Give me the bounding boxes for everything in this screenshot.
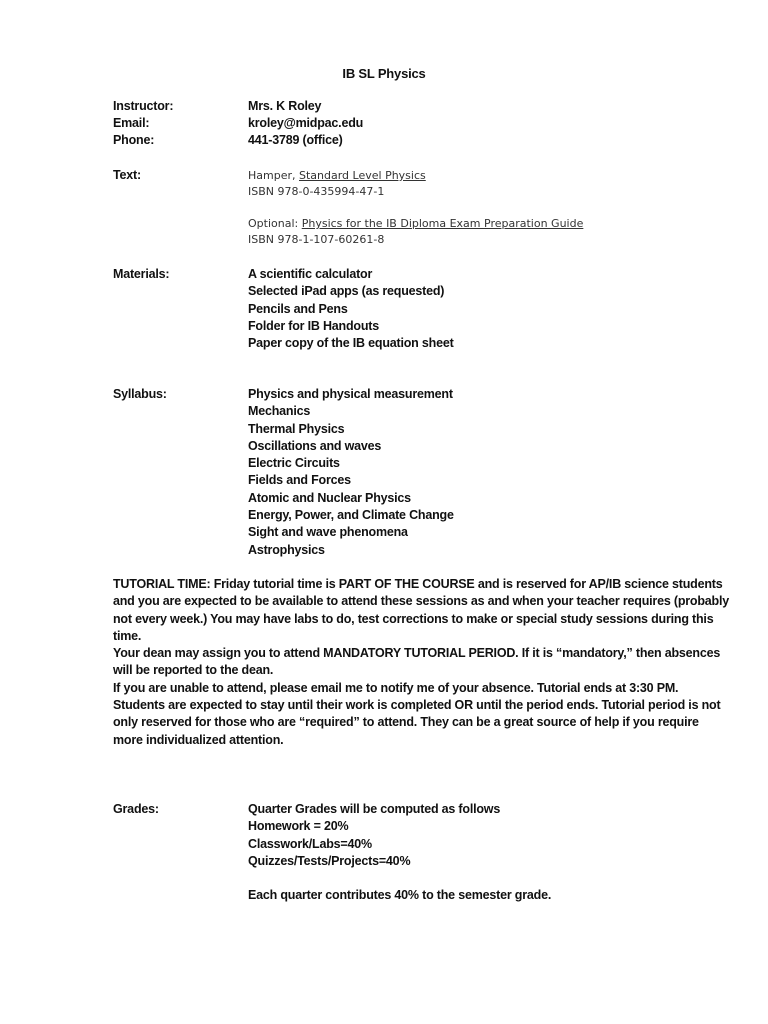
document-title: IB SL Physics (342, 66, 426, 81)
list-item: Thermal Physics (248, 421, 345, 436)
list-item: A scientific calculator (248, 267, 373, 281)
syllabus-label: Syllabus: (113, 387, 167, 401)
materials-list (248, 266, 454, 352)
list-item: Pencils and Pens (248, 301, 348, 316)
textbook-optional (248, 216, 583, 232)
textbook-author: Hamper, (248, 169, 299, 182)
list-item: Mechanics (248, 404, 311, 419)
paragraph-line: time. (113, 628, 142, 643)
paragraph-line: only reserved for those who are “required” to attend. They can be a great source of help if you require (113, 715, 699, 730)
list-item: Fields and Forces (248, 473, 351, 488)
list-item: Astrophysics (248, 542, 325, 557)
list-item: Paper copy of the IB equation sheet (248, 336, 454, 351)
grades-note: Each quarter contributes 40% to the semester grade. (248, 888, 552, 902)
textbook-title: Standard Level Physics (299, 169, 426, 182)
list-item: Electric Circuits (248, 456, 340, 471)
instructor-label: Instructor: (113, 99, 174, 113)
paragraph-line: and you are expected to be available to attend these sessions as and when your teacher requires (probably (113, 594, 730, 609)
instructor-name: Mrs. K Roley (248, 99, 322, 113)
list-item: Sight and wave phenomena (248, 525, 408, 540)
email-address[interactable]: kroley@midpac.edu (248, 116, 364, 130)
optional-title: Physics for the IB Diploma Exam Preparation Guide (301, 217, 584, 230)
paragraph-line: will be reported to the dean. (113, 663, 274, 678)
paragraph-line: TUTORIAL TIME: Friday tutorial time is PART OF THE COURSE and is reserved for AP/IB science students (113, 577, 723, 591)
paragraph-line: more individualized attention. (113, 732, 284, 747)
grades-label: Grades: (113, 802, 159, 816)
paragraph-line: If you are unable to attend, please email me to notify me of your absence. Tutorial ends at 3:30 PM. (113, 680, 679, 695)
list-item: Homework = 20% (248, 819, 349, 834)
textbook-list (248, 168, 583, 248)
phone-label: Phone: (113, 133, 155, 147)
list-item: Quarter Grades will be computed as follows (248, 802, 501, 816)
grades-list (248, 801, 500, 870)
list-item: Classwork/Labs=40% (248, 836, 372, 851)
list-item: Quizzes/Tests/Projects=40% (248, 853, 411, 868)
phone-number: 441-3789 (office) (248, 133, 343, 147)
paragraph-line: not every week.) You may have labs to do, test corrections to make or special study sessions during this (113, 611, 714, 626)
optional-isbn: ISBN 978-1-107-60261-8 (248, 233, 385, 246)
paragraph-line: Students are expected to stay until their work is completed OR until the period ends. Tutorial period is not (113, 698, 721, 713)
email-label: Email: (113, 116, 150, 130)
list-item: Atomic and Nuclear Physics (248, 490, 411, 505)
list-item: Oscillations and waves (248, 438, 382, 453)
list-item: Energy, Power, and Climate Change (248, 508, 454, 523)
optional-prefix: Optional: (248, 217, 302, 230)
list-item: Selected iPad apps (as requested) (248, 284, 445, 299)
list-item: Physics and physical measurement (248, 387, 453, 401)
tutorial-paragraph (113, 576, 730, 749)
syllabus-list (248, 386, 454, 559)
list-item: Folder for IB Handouts (248, 318, 380, 333)
text-label: Text: (113, 168, 141, 182)
textbook-main (248, 168, 583, 184)
paragraph-line: Your dean may assign you to attend MANDATORY TUTORIAL PERIOD. If it is “mandatory,” then absences (113, 646, 721, 661)
materials-label: Materials: (113, 267, 170, 281)
textbook-isbn: ISBN 978-0-435994-47-1 (248, 185, 385, 198)
